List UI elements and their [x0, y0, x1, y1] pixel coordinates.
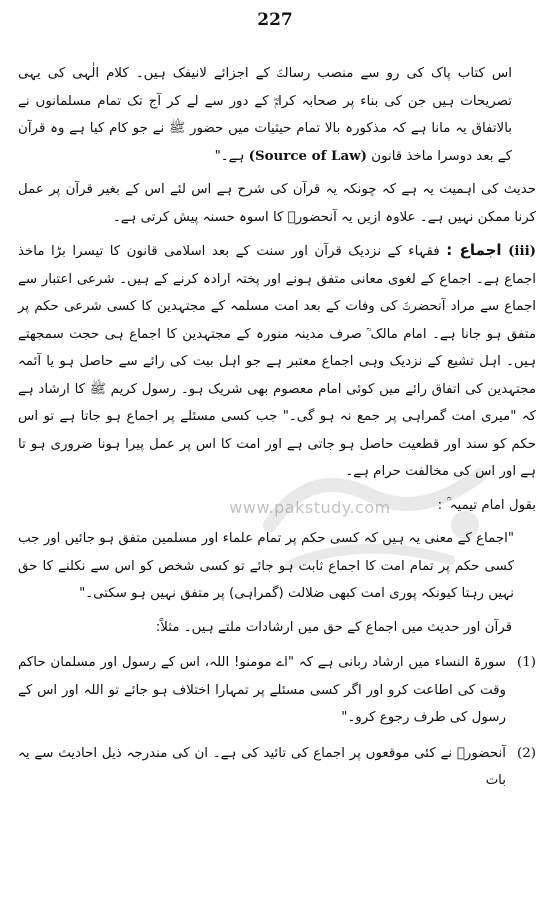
list-item-text: سورۃ النساء میں ارشاد ربانی ہے کہ "اے مومنو! اللہ، اس کے رسول اور مسلمان حاکم وقت کی اطاعت کرو اور اگر کسی مسئلے پر تمہارا اختلاف ہو جائے تو اللہ اور اس کے رسول کی طرف رجوع کرو۔" [18, 655, 506, 725]
list-item-number: (2) [517, 745, 536, 761]
section-text: فقہاء کے نزدیک قرآن اور سنت کے بعد اسلامی قانون کا تیسرا بڑا ماخذ اجماع ہے۔ اجماع کے لغوی معانی متفق ہونے اور پختہ ارادہ کرنے کے ہیں۔ شرعی اعتبار سے اجماع سے مراد آنحضرتؐ کی وفات کے بعد امت مسلمہ کے مجتہدین کا کسی شرعی حکم پر متفق ہو جانا ہے۔ امام مالک ؒ صرف مدینہ منورہ کے مجتہدین کا اجماع ہی حجت سمجھتے ہیں۔ اہل تشیع کے نزدیک وہی اجماع معتبر ہے جو اہل بیت کی رائے سے حاصل ہو یا آئمہ مجتہدین کی اتفاق رائے میں کوئی امام معصوم بھی شریک ہو۔ رسول کریم ﷺ کا ارشاد ہے کہ "میری امت گمراہی پر جمع نہ ہو گی۔" جب کسی مسئلے پر اجماع ہو جاتا ہے تو اس حکم کو سند اور قطعیت حاصل ہو جاتی ہے اور امت کا اس پر عمل پیرا ہونا ضروری ہو تا ہے اور اس کی مخالفت حرام ہے۔ [18, 244, 536, 479]
ibn-taymiyya-quote: "اجماع کے معنی یہ ہیں کہ کسی حکم پر تمام علماء اور مسلمین متفق ہو جائیں اور جب کسی حکم پر تمام امت کا اجماع ثابت ہو جائے تو کسی شخص کو اس سے نکلنے کا حق نہیں رہتا کیونکہ پوری امت کبھی ضلالت (گمراہی) پر متفق نہیں ہو سکتی۔" [18, 531, 514, 601]
intro-end: ہے۔" [214, 148, 245, 164]
intro-paragraph [18, 60, 536, 170]
section-marker: (iii) [508, 243, 537, 259]
list-item-text: آنحضورؐ نے کئی موقعوں پر اجماع کی تائید کی ہے۔ ان کی مندرجہ ذیل احادیث سے یہ بات [18, 745, 506, 788]
quran-hadith-intro: قرآن اور حدیث میں اجماع کے حق میں ارشادات ملتے ہیں۔ مثلاً: [155, 619, 512, 635]
section-iii [18, 237, 536, 486]
intro-text: اس کتاب پاک کی رو سے منصب رسالتؐ کے اجزائے لانیفک ہیں۔ کلام الٰہی کی یہی تصریحات ہیں جن کی بناء پر صحابہ کرامؓ کے دور سے لے کر آج تک تمام مسلمانوں نے بالاتفاق یہ مانا ہے کہ مذکورہ بالا تمام حیثیات میں حضور ﷺ نے جو کام کیا ہے وہ قرآن کے بعد دوسرا ماخذ قانون [18, 66, 512, 164]
list-item-number: (1) [517, 655, 536, 670]
page-content [18, 60, 536, 795]
page-number: 227 [257, 10, 293, 30]
list-item [18, 649, 536, 732]
ibn-taymiyya-label: بقول امام تیمیہ ؒ : [437, 497, 536, 513]
section-heading: اجماع : [446, 241, 502, 259]
hadith-importance-paragraph: حدیث کی اہمیت یہ ہے کہ چونکہ یہ قرآن کی شرح ہے اس لئے اس کے بغیر قرآن پر عمل کرنا ممکن نہیں ہے۔ علاوہ ازیں یہ آنحضورؐ کا اسوہ حسنہ پیش کرتی ہے۔ [18, 182, 536, 225]
source-of-law-label: (Source of Law) [248, 147, 367, 164]
watermark-text: www.pakstudy.com [229, 498, 391, 517]
list-item [18, 740, 536, 795]
